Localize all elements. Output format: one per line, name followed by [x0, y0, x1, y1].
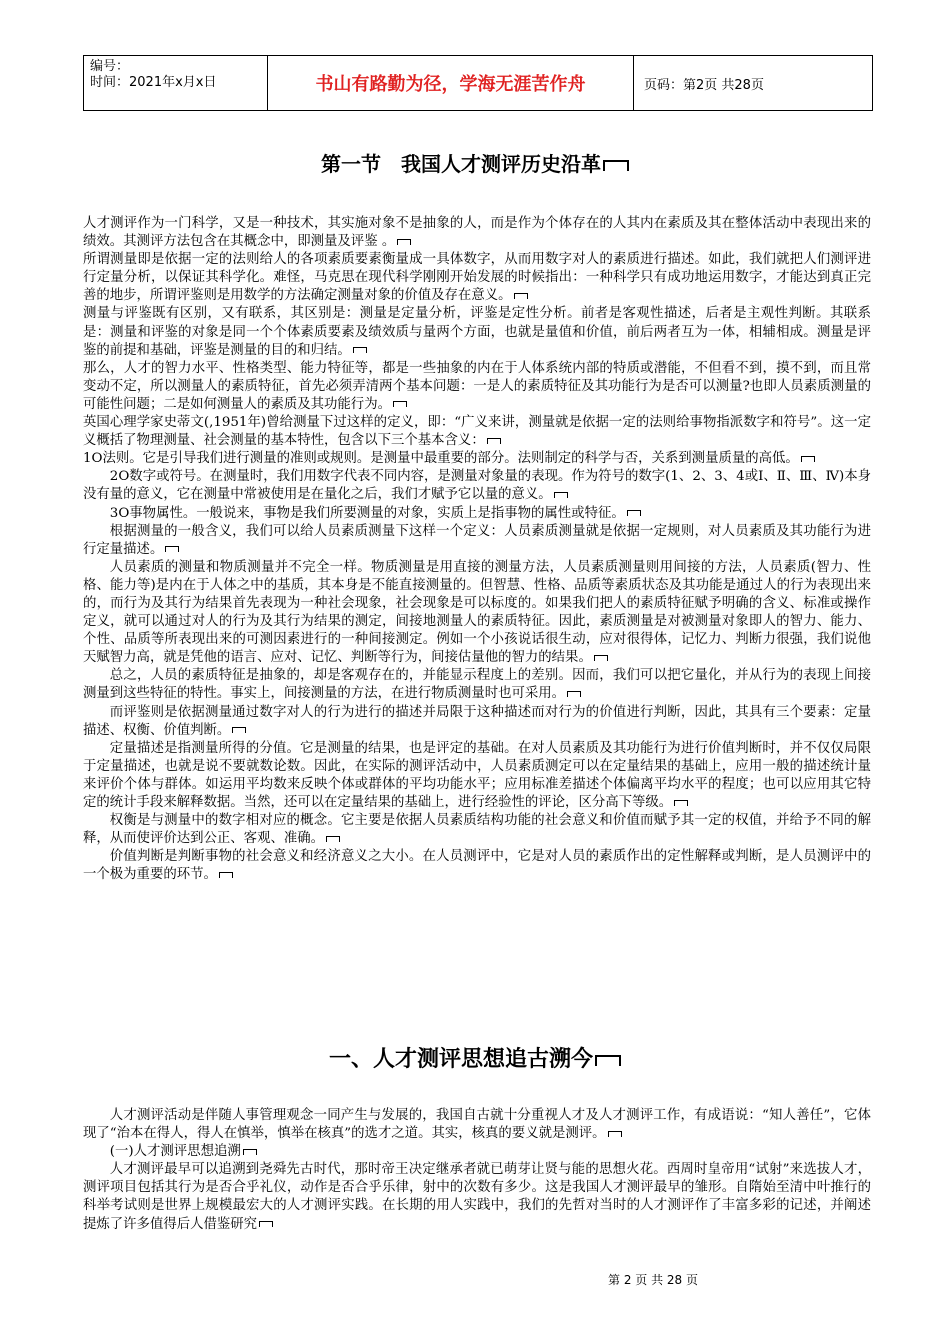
- paragraph-mark-icon: [393, 401, 407, 407]
- paragraph: [83, 215, 871, 251]
- paragraph-mark-icon: [397, 239, 411, 245]
- paragraph-text: 测量与评鉴既有区别，又有联系，其区别是：测量是定量分析，评鉴是定性分析。前者是客观性描述，后者是主观性判断。其联系是：测量和评鉴的对象是同一个个体素质要素及绩效质与量两个方面，也就是量值和价值，前后两者互为一体，相辅相成。测量是评鉴的前提和基础，评鉴是测量的目的和归结。: [83, 306, 871, 358]
- paragraph-mark-icon: [603, 160, 629, 171]
- paragraph-mark-icon: [165, 546, 179, 552]
- paragraph-text: 总之，人员的素质特征是抽象的，却是客观存在的，并能显示程度上的差别。因而，我们可以把它量化，并从行为的表现上间接测量到这些特征的特性。事实上，间接测量的方法，在进行物质测量时也可采用。: [83, 668, 871, 702]
- paragraph-mark-icon: [487, 438, 501, 444]
- paragraph: [83, 667, 871, 703]
- paragraph-text: 2O数字或符号。在测量时，我们用数字代表不同内容，是测量对象量的表现。作为符号的数字(1、2、3、4或Ⅰ、Ⅱ、Ⅲ、Ⅳ)本身没有量的意义，它在测量中常被使用是在量化之后，我们才赋予它以量的意义。: [83, 469, 871, 503]
- paragraph: [83, 414, 871, 450]
- page-header: [83, 55, 873, 111]
- paragraph-text: 那么，人才的智力水平、性格类型、能力特征等，都是一些抽象的内在于人体系统内部的特质或潜能，不但看不到，摸不到，而且常变动不定，所以测量人的素质特征，首先必须弄清两个基本问题：一是人的素质特征及其功能行为是否可以测量?也即人员素质测量的可能性问题；二是如何测量人的素质及其功能行为。: [83, 360, 871, 412]
- paragraph-mark-icon: [608, 1131, 622, 1137]
- number-label: 编号：: [90, 59, 130, 74]
- paragraph-text: 人才测评活动是伴随人事管理观念一同产生与发展的，我国自古就十分重视人才及人才测评工作，有成语说：“知人善任”，它体现了“治本在得人，得人在慎举，慎举在核真”的选才之道。其实，核真的要义就是测评。: [83, 1108, 871, 1142]
- paragraph: [83, 360, 871, 414]
- paragraph-mark-icon: [594, 655, 608, 661]
- paragraph-mark-icon: [801, 456, 815, 462]
- paragraph-text: 所谓测量即是依据一定的法则给人的各项素质要素衡量成一具体数字，从而用数字对人的素质进行描述。如此，我们就把人们测评进行定量分析，以保证其科学化。难怪，马克思在现代科学刚刚开始发展的时候指出：一种科学只有成功地运用数字，才能达到真正完善的地步，所谓评鉴则是用数学的方法确定测量对象的价值及存在意义。: [83, 252, 871, 304]
- paragraph-mark-icon: [514, 293, 528, 299]
- paragraph-mark-icon: [627, 510, 641, 516]
- paragraph-text: 而评鉴则是依据测量通过数字对人的行为进行的描述并局限于这种描述而对行为的价值进行判断，因此，其具有三个要素：定量描述、权衡、价值判断。: [83, 704, 871, 738]
- paragraph-text: 价值判断是判断事物的社会意义和经济意义之大小。在人员测评中，它是对人员的素质作出的定性解释或判断，是人员测评中的一个极为重要的环节。: [83, 849, 871, 883]
- paragraph-text: 人员素质的测量和物质测量并不完全一样。物质测量是用直接的测量方法，人员素质测量则用间接的方法，人员素质(智力、性格、能力等)是内在于人体之中的基质，其本身是不能直接测量的。但智慧、性格、品质等素质状态及其功能是通过人的行为表现出来的，而行为及其行为结果首先表现为一种社会现象，社会现象是可以标度的。如果我们把人的素质特征赋予明确的含义、标准或操作定义，就可以通过对人的行为及其行为结果的测定，间接地测量人的素质特征。因此，素质测量是对被测量对象即人的智力、能力、个性、品质等所表现出来的可测因素进行的一种间接测定。例如一个小孩说话很生动，应对很得体，记忆力、判断力很强，我们说他天赋智力高，就是凭他的语言、应对、记忆、判断等行为，间接估量他的智力的结果。: [83, 559, 871, 666]
- paragraph-text: 1O法则。它是引导我们进行测量的准则或规则。是测量中最重要的部分。法则制定的科学与否，关系到测量质量的高低。: [83, 451, 799, 467]
- paragraph: [83, 812, 871, 848]
- paragraph-mark-icon: [674, 800, 688, 806]
- section-title-text: 第一节 我国人才测评历史沿革: [321, 152, 601, 176]
- paragraph-text: 人才测评最早可以追溯到尧舜先古时代，那时帝王决定继承者就已萌芽让贤与能的思想火花。西周时皇帝用“试射”来选拔人才，测评项目包括其行为是否合乎礼仪，动作是否合乎乐律，射中的次数有多少。这是我国人才测评最早的雏形。自隋始至清中叶推行的科举考试则是世界上规模最宏大的人才测评实践。在长期的用人实践中，我们的先哲对当时的人才测评作了丰富多彩的记述，并阐述提炼了许多值得后人借鉴研究: [83, 1162, 871, 1232]
- paragraph-text: (一)人才测评思想追溯: [109, 1144, 241, 1160]
- paragraph-mark-icon: [259, 1221, 273, 1227]
- paragraph: [83, 559, 871, 668]
- paragraph-text: 定量描述是指测量所得的分值。它是测量的结果，也是评定的基础。在对人员素质及其功能行为进行价值判断时，并不仅仅局限于定量描述，也就是说不要就数论数。因此，在实际的测评活动中，人员素质测定可以在定量结果的基础上，应用一般的描述统计量来评价个体与群体。如运用平均数来反映个体或群体的平均功能水平；应用标准差描述个体偏离平均水平的程度；也可以应用其它特定的统计手段来解释数据。当然，还可以在定量结果的基础上，进行经验性的评论，区分高下等级。: [83, 740, 871, 810]
- paragraph: [83, 1107, 871, 1143]
- page-footer: 第 2 页 共 28 页: [608, 1273, 698, 1287]
- paragraph-mark-icon: [353, 347, 367, 353]
- paragraph-mark-icon: [326, 836, 340, 842]
- paragraph: [83, 848, 871, 884]
- paragraph-mark-icon: [219, 872, 233, 878]
- paragraph: [83, 704, 871, 740]
- paragraph: [83, 450, 871, 468]
- paragraph-text: 英国心理学家史蒂文(,1951年)曾给测量下过这样的定义，即：“广义来讲，测量就是依据一定的法则给事物指派数字和符号”。这一定义概括了物理测量、社会测量的基本特性，包含以下三个基本含义：: [83, 415, 871, 449]
- paragraph: [83, 1143, 871, 1161]
- paragraph: [83, 1161, 871, 1233]
- paragraph-mark-icon: [567, 691, 581, 697]
- paragraph: [83, 505, 871, 523]
- paragraph-text: 3O事物属性。一般说来，事物是我们所要测量的对象，实质上是指事物的属性或特征。: [109, 505, 625, 521]
- paragraph-mark-icon: [232, 727, 246, 733]
- paragraph-text: 人才测评作为一门科学，又是一种技术，其实施对象不是抽象的人，而是作为个体存在的人其内在素质及其在整体活动中表现出来的绩效。其测评方法包含在其概念中，即测量及评鉴 。: [83, 216, 871, 250]
- section-body: [83, 215, 871, 884]
- paragraph-text: 根据测量的一般含义，我们可以给人员素质测量下这样一个定义：人员素质测量就是依据一定规则，对人员素质及其功能行为进行定量描述。: [83, 523, 871, 557]
- header-motto: 书山有路勤为径，学海无涯苦作舟: [268, 56, 634, 110]
- section-title: [0, 148, 950, 177]
- subsection-title: [0, 1042, 950, 1073]
- paragraph-mark-icon: [595, 1055, 621, 1066]
- paragraph: [83, 468, 871, 504]
- date-label: 时间：2021年x月x日: [90, 75, 217, 90]
- paragraph: [83, 523, 871, 559]
- header-page-label: 页码：第2页 共28页: [644, 77, 764, 93]
- paragraph: [83, 305, 871, 359]
- paragraph-mark-icon: [243, 1149, 257, 1155]
- header-meta: [84, 56, 268, 110]
- subsection-title-text: 一、人才测评思想追古溯今: [328, 1047, 593, 1072]
- subsection-body: [83, 1107, 871, 1234]
- paragraph-text: 权衡是与测量中的数字相对应的概念。它主要是依据人员素质结构功能的社会意义和价值而赋予其一定的权值，并给予不同的解释，从而使评价达到公正、客观、准确。: [83, 813, 871, 847]
- paragraph: [83, 740, 871, 812]
- paragraph: [83, 251, 871, 305]
- paragraph-mark-icon: [554, 492, 568, 498]
